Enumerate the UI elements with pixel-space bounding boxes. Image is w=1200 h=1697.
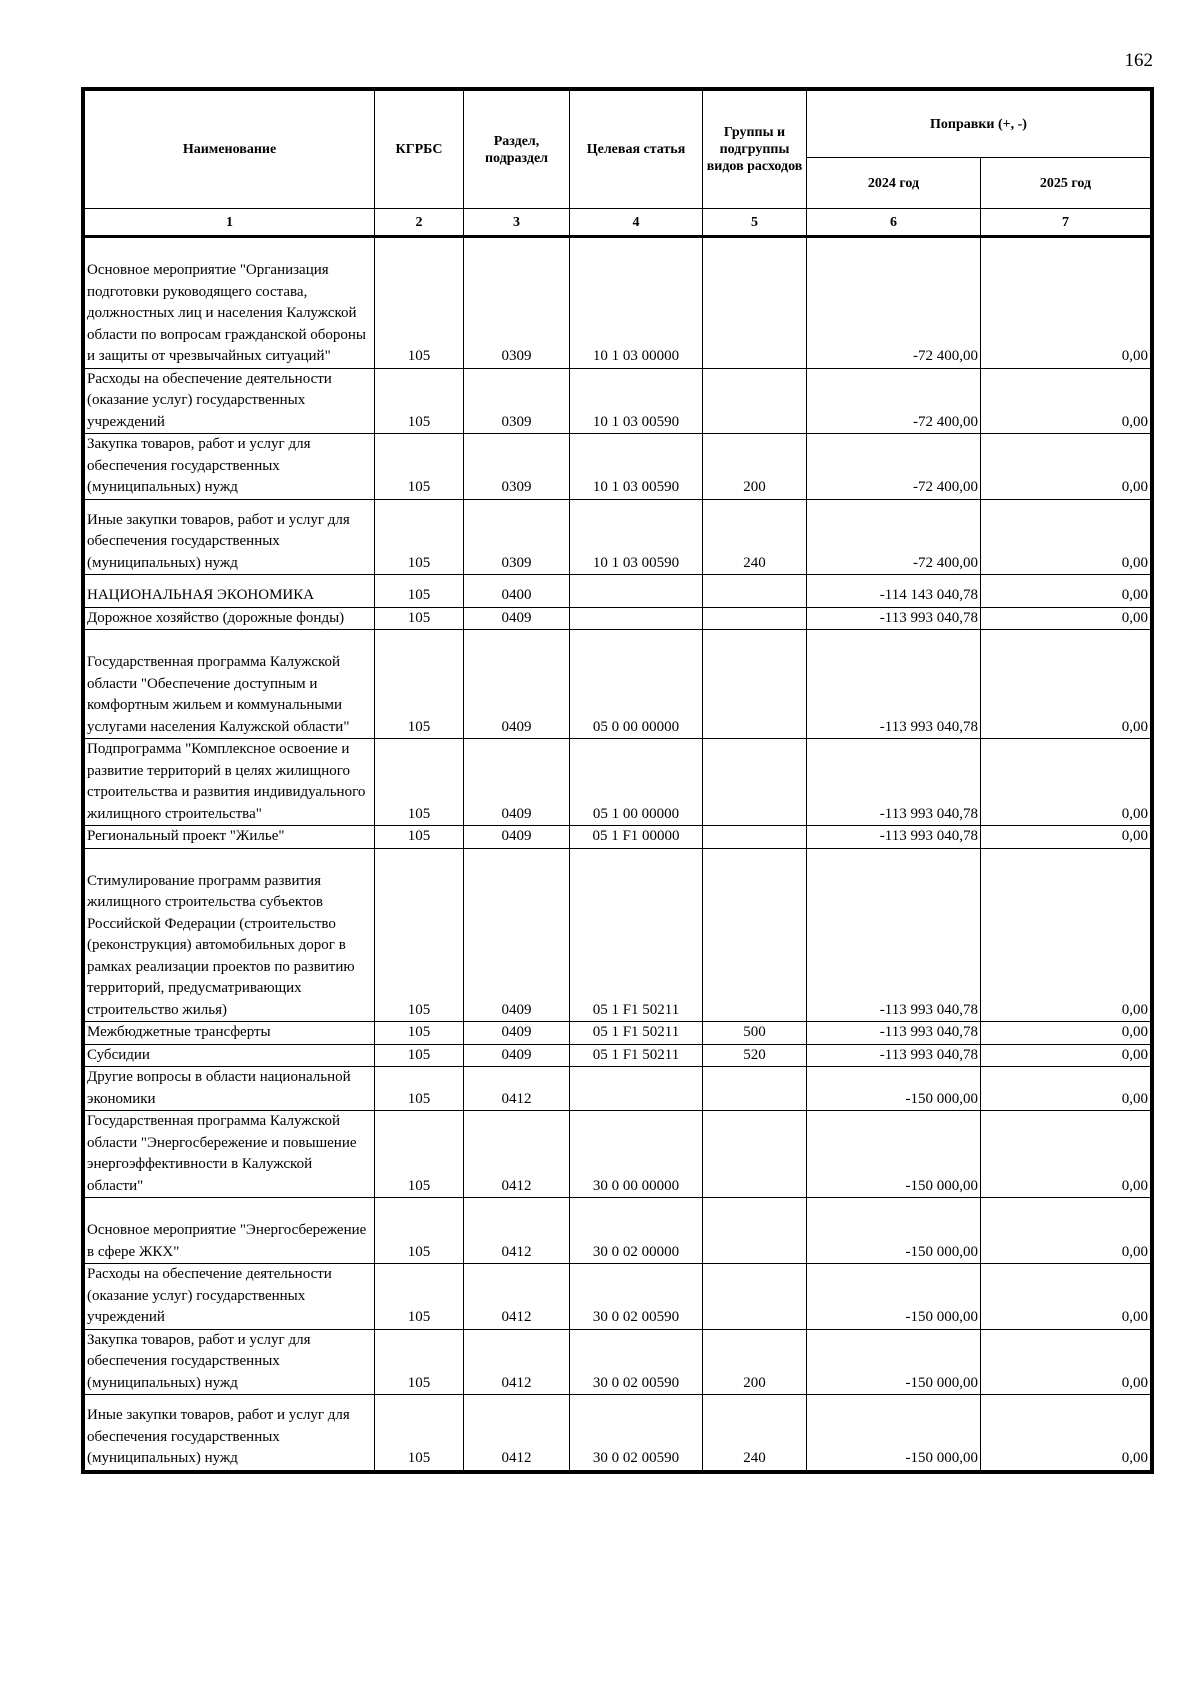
row-amount-2025: 0,00	[981, 739, 1151, 826]
row-amount-2024: -113 993 040,78	[807, 630, 981, 739]
row-name: Субсидии	[85, 1044, 375, 1067]
row-amount-2025: 0,00	[981, 1067, 1151, 1111]
row-target: 05 1 F1 50211	[570, 1022, 703, 1045]
row-amount-2024: -113 993 040,78	[807, 607, 981, 630]
row-kgrbs: 105	[375, 434, 464, 500]
row-target	[570, 607, 703, 630]
row-kgrbs: 105	[375, 848, 464, 1022]
row-kgrbs: 105	[375, 1329, 464, 1395]
row-section: 0412	[464, 1329, 570, 1395]
row-section: 0309	[464, 434, 570, 500]
row-amount-2025: 0,00	[981, 1329, 1151, 1395]
row-kgrbs: 105	[375, 630, 464, 739]
row-kgrbs: 105	[375, 237, 464, 369]
row-group	[703, 237, 807, 369]
row-name: Основное мероприятие "Энергосбережение в сфере ЖКХ"	[85, 1198, 375, 1264]
row-target: 05 0 00 00000	[570, 630, 703, 739]
row-amount-2025: 0,00	[981, 575, 1151, 608]
row-kgrbs: 105	[375, 1111, 464, 1198]
row-amount-2024: -150 000,00	[807, 1264, 981, 1330]
row-section: 0412	[464, 1264, 570, 1330]
row-group: 240	[703, 499, 807, 575]
row-section: 0412	[464, 1395, 570, 1471]
row-name: Основное мероприятие "Организация подготовки руководящего состава, должностных лиц и населения Калужской области по вопросам гражданской обороны и защиты от чрезвычайных ситуаций"	[85, 237, 375, 369]
row-amount-2025: 0,00	[981, 1264, 1151, 1330]
row-kgrbs: 105	[375, 368, 464, 434]
row-amount-2025: 0,00	[981, 826, 1151, 849]
col-header-2024: 2024 год	[807, 158, 981, 209]
table-row	[85, 1111, 1151, 1198]
row-kgrbs: 105	[375, 607, 464, 630]
row-target: 05 1 F1 50211	[570, 848, 703, 1022]
row-name: Дорожное хозяйство (дорожные фонды)	[85, 607, 375, 630]
row-kgrbs: 105	[375, 1264, 464, 1330]
row-section: 0309	[464, 237, 570, 369]
row-section: 0409	[464, 848, 570, 1022]
row-amount-2024: -150 000,00	[807, 1111, 981, 1198]
col-number: 3	[464, 209, 570, 237]
col-header-target: Целевая статья	[570, 91, 703, 209]
col-number: 5	[703, 209, 807, 237]
row-name: Государственная программа Калужской области "Энергосбережение и повышение энергоэффективности в Калужской области"	[85, 1111, 375, 1198]
row-section: 0309	[464, 499, 570, 575]
table-row	[85, 434, 1151, 500]
row-section: 0412	[464, 1198, 570, 1264]
row-amount-2024: -113 993 040,78	[807, 826, 981, 849]
row-target: 10 1 03 00590	[570, 499, 703, 575]
row-amount-2025: 0,00	[981, 1395, 1151, 1471]
page-number: 162	[1124, 50, 1153, 71]
table-row	[85, 575, 1151, 608]
row-name: Иные закупки товаров, работ и услуг для обеспечения государственных (муниципальных) нужд	[85, 499, 375, 575]
row-group	[703, 1067, 807, 1111]
row-amount-2024: -150 000,00	[807, 1198, 981, 1264]
row-section: 0400	[464, 575, 570, 608]
row-section: 0412	[464, 1111, 570, 1198]
table-row	[85, 607, 1151, 630]
row-kgrbs: 105	[375, 739, 464, 826]
row-section: 0409	[464, 1022, 570, 1045]
table-row	[85, 1198, 1151, 1264]
row-name: НАЦИОНАЛЬНАЯ ЭКОНОМИКА	[85, 575, 375, 608]
row-amount-2024: -113 993 040,78	[807, 739, 981, 826]
row-name: Закупка товаров, работ и услуг для обеспечения государственных (муниципальных) нужд	[85, 1329, 375, 1395]
row-kgrbs: 105	[375, 499, 464, 575]
row-amount-2024: -72 400,00	[807, 368, 981, 434]
row-kgrbs: 105	[375, 1067, 464, 1111]
row-name: Иные закупки товаров, работ и услуг для обеспечения государственных (муниципальных) нужд	[85, 1395, 375, 1471]
row-group: 200	[703, 1329, 807, 1395]
table-row	[85, 1264, 1151, 1330]
row-amount-2025: 0,00	[981, 1022, 1151, 1045]
row-name: Расходы на обеспечение деятельности (оказание услуг) государственных учреждений	[85, 368, 375, 434]
row-amount-2025: 0,00	[981, 1198, 1151, 1264]
row-section: 0409	[464, 826, 570, 849]
row-section: 0409	[464, 630, 570, 739]
table-row	[85, 1329, 1151, 1395]
row-target: 30 0 02 00590	[570, 1264, 703, 1330]
row-name: Подпрограмма "Комплексное освоение и развитие территорий в целях жилищного строительства и развития индивидуального жилищного строительства"	[85, 739, 375, 826]
row-group	[703, 848, 807, 1022]
row-target: 10 1 03 00590	[570, 434, 703, 500]
row-target	[570, 575, 703, 608]
row-group: 240	[703, 1395, 807, 1471]
row-group	[703, 575, 807, 608]
row-group	[703, 826, 807, 849]
col-header-groups: Группы и подгруппы видов расходов	[703, 91, 807, 209]
col-number: 4	[570, 209, 703, 237]
row-section: 0412	[464, 1067, 570, 1111]
row-name: Межбюджетные трансферты	[85, 1022, 375, 1045]
col-number: 6	[807, 209, 981, 237]
row-amount-2025: 0,00	[981, 630, 1151, 739]
row-amount-2025: 0,00	[981, 499, 1151, 575]
table-row	[85, 1067, 1151, 1111]
row-target: 30 0 00 00000	[570, 1111, 703, 1198]
row-section: 0309	[464, 368, 570, 434]
table-row	[85, 1022, 1151, 1045]
row-amount-2025: 0,00	[981, 1044, 1151, 1067]
row-amount-2024: -150 000,00	[807, 1329, 981, 1395]
row-target: 05 1 00 00000	[570, 739, 703, 826]
row-group: 520	[703, 1044, 807, 1067]
row-kgrbs: 105	[375, 575, 464, 608]
col-number: 1	[85, 209, 375, 237]
table-row	[85, 237, 1151, 369]
row-kgrbs: 105	[375, 1198, 464, 1264]
col-header-2025: 2025 год	[981, 158, 1151, 209]
row-amount-2024: -72 400,00	[807, 434, 981, 500]
row-name: Региональный проект "Жилье"	[85, 826, 375, 849]
row-group	[703, 1264, 807, 1330]
row-group: 500	[703, 1022, 807, 1045]
col-header-amendments: Поправки (+, -)	[807, 91, 1151, 158]
table-body	[85, 237, 1151, 1471]
row-name: Другие вопросы в области национальной экономики	[85, 1067, 375, 1111]
table-row	[85, 1395, 1151, 1471]
row-group	[703, 1111, 807, 1198]
col-number: 7	[981, 209, 1151, 237]
row-group	[703, 368, 807, 434]
table-row	[85, 848, 1151, 1022]
col-number: 2	[375, 209, 464, 237]
row-group	[703, 607, 807, 630]
row-amount-2025: 0,00	[981, 1111, 1151, 1198]
row-kgrbs: 105	[375, 1044, 464, 1067]
table-row	[85, 499, 1151, 575]
row-group: 200	[703, 434, 807, 500]
row-amount-2024: -72 400,00	[807, 499, 981, 575]
row-amount-2025: 0,00	[981, 434, 1151, 500]
row-target: 30 0 02 00590	[570, 1329, 703, 1395]
row-group	[703, 1198, 807, 1264]
row-name: Стимулирование программ развития жилищного строительства субъектов Российской Федерации (строительство (реконструкция) автомобильных дорог в рамках реализации проектов по развитию территорий, предусматривающих строительство жилья)	[85, 848, 375, 1022]
row-target	[570, 1067, 703, 1111]
row-group	[703, 630, 807, 739]
row-amount-2024: -113 993 040,78	[807, 1044, 981, 1067]
row-section: 0409	[464, 607, 570, 630]
row-target: 10 1 03 00000	[570, 237, 703, 369]
row-amount-2024: -150 000,00	[807, 1067, 981, 1111]
col-header-kgrbs: КГРБС	[375, 91, 464, 209]
table-row	[85, 630, 1151, 739]
row-name: Закупка товаров, работ и услуг для обеспечения государственных (муниципальных) нужд	[85, 434, 375, 500]
row-name: Расходы на обеспечение деятельности (оказание услуг) государственных учреждений	[85, 1264, 375, 1330]
row-group	[703, 739, 807, 826]
row-amount-2024: -72 400,00	[807, 237, 981, 369]
row-section: 0409	[464, 739, 570, 826]
row-target: 05 1 F1 50211	[570, 1044, 703, 1067]
row-amount-2024: -113 993 040,78	[807, 848, 981, 1022]
col-header-name: Наименование	[85, 91, 375, 209]
row-kgrbs: 105	[375, 826, 464, 849]
row-section: 0409	[464, 1044, 570, 1067]
row-amount-2024: -150 000,00	[807, 1395, 981, 1471]
row-target: 30 0 02 00000	[570, 1198, 703, 1264]
row-amount-2024: -113 993 040,78	[807, 1022, 981, 1045]
row-amount-2025: 0,00	[981, 237, 1151, 369]
table-row	[85, 739, 1151, 826]
col-header-section: Раздел, подраздел	[464, 91, 570, 209]
row-name: Государственная программа Калужской области "Обеспечение доступным и комфортным жильем и коммунальными услугами населения Калужской области"	[85, 630, 375, 739]
table-row	[85, 1044, 1151, 1067]
row-kgrbs: 105	[375, 1022, 464, 1045]
row-amount-2024: -114 143 040,78	[807, 575, 981, 608]
row-amount-2025: 0,00	[981, 607, 1151, 630]
budget-amendments-table	[84, 90, 1151, 1471]
table-row	[85, 826, 1151, 849]
row-target: 10 1 03 00590	[570, 368, 703, 434]
row-target: 05 1 F1 00000	[570, 826, 703, 849]
table-row	[85, 368, 1151, 434]
row-target: 30 0 02 00590	[570, 1395, 703, 1471]
row-amount-2025: 0,00	[981, 368, 1151, 434]
row-amount-2025: 0,00	[981, 848, 1151, 1022]
row-kgrbs: 105	[375, 1395, 464, 1471]
